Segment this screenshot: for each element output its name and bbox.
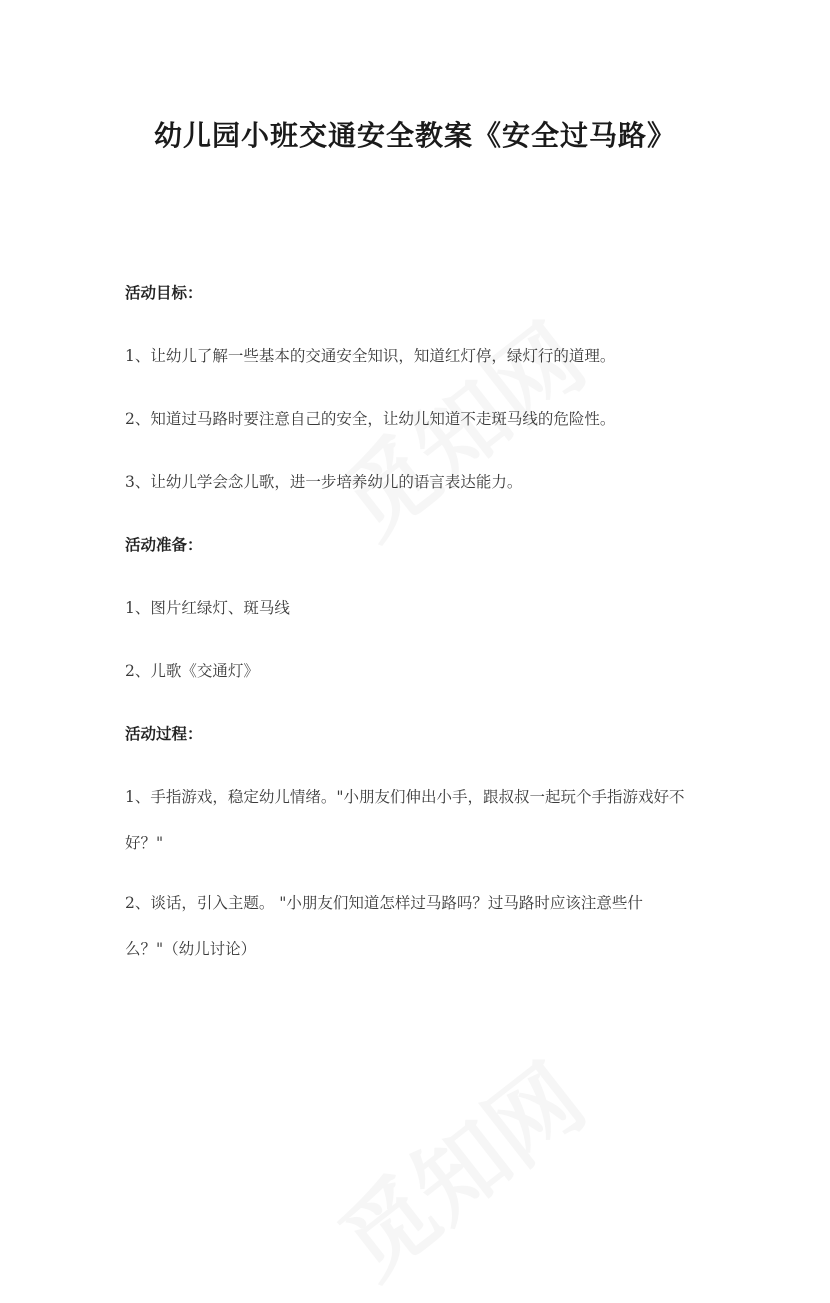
section-heading-preparation: 活动准备： bbox=[125, 535, 203, 554]
watermark-bottom bbox=[309, 1029, 608, 1303]
goal-item-1: 1、让幼儿了解一些基本的交通安全知识，知道红灯停，绿灯行的道理。 bbox=[125, 347, 616, 365]
goal-item-2: 2、知道过马路时要注意自己的安全，让幼儿知道不走斑马线的危险性。 bbox=[125, 410, 616, 428]
section-heading-goals: 活动目标： bbox=[125, 283, 203, 302]
document-title: 幼儿园小班交通安全教案《安全过马路》 bbox=[153, 119, 676, 152]
process-item-1: 1、手指游戏，稳定幼儿情绪。"小朋友们伸出小手，跟叔叔一起玩个手指游戏好不好？" bbox=[125, 788, 685, 852]
goal-item-3: 3、让幼儿学会念儿歌，进一步培养幼儿的语言表达能力。 bbox=[125, 473, 523, 491]
preparation-item-2: 2、儿歌《交通灯》 bbox=[125, 662, 259, 680]
preparation-item-1: 1、图片红绿灯、斑马线 bbox=[125, 599, 290, 617]
process-item-2: 2、谈话，引入主题。 "小朋友们知道怎样过马路吗？过马路时应该注意些什么？"（幼儿讨论） bbox=[125, 894, 643, 958]
section-heading-process: 活动过程： bbox=[125, 724, 203, 743]
